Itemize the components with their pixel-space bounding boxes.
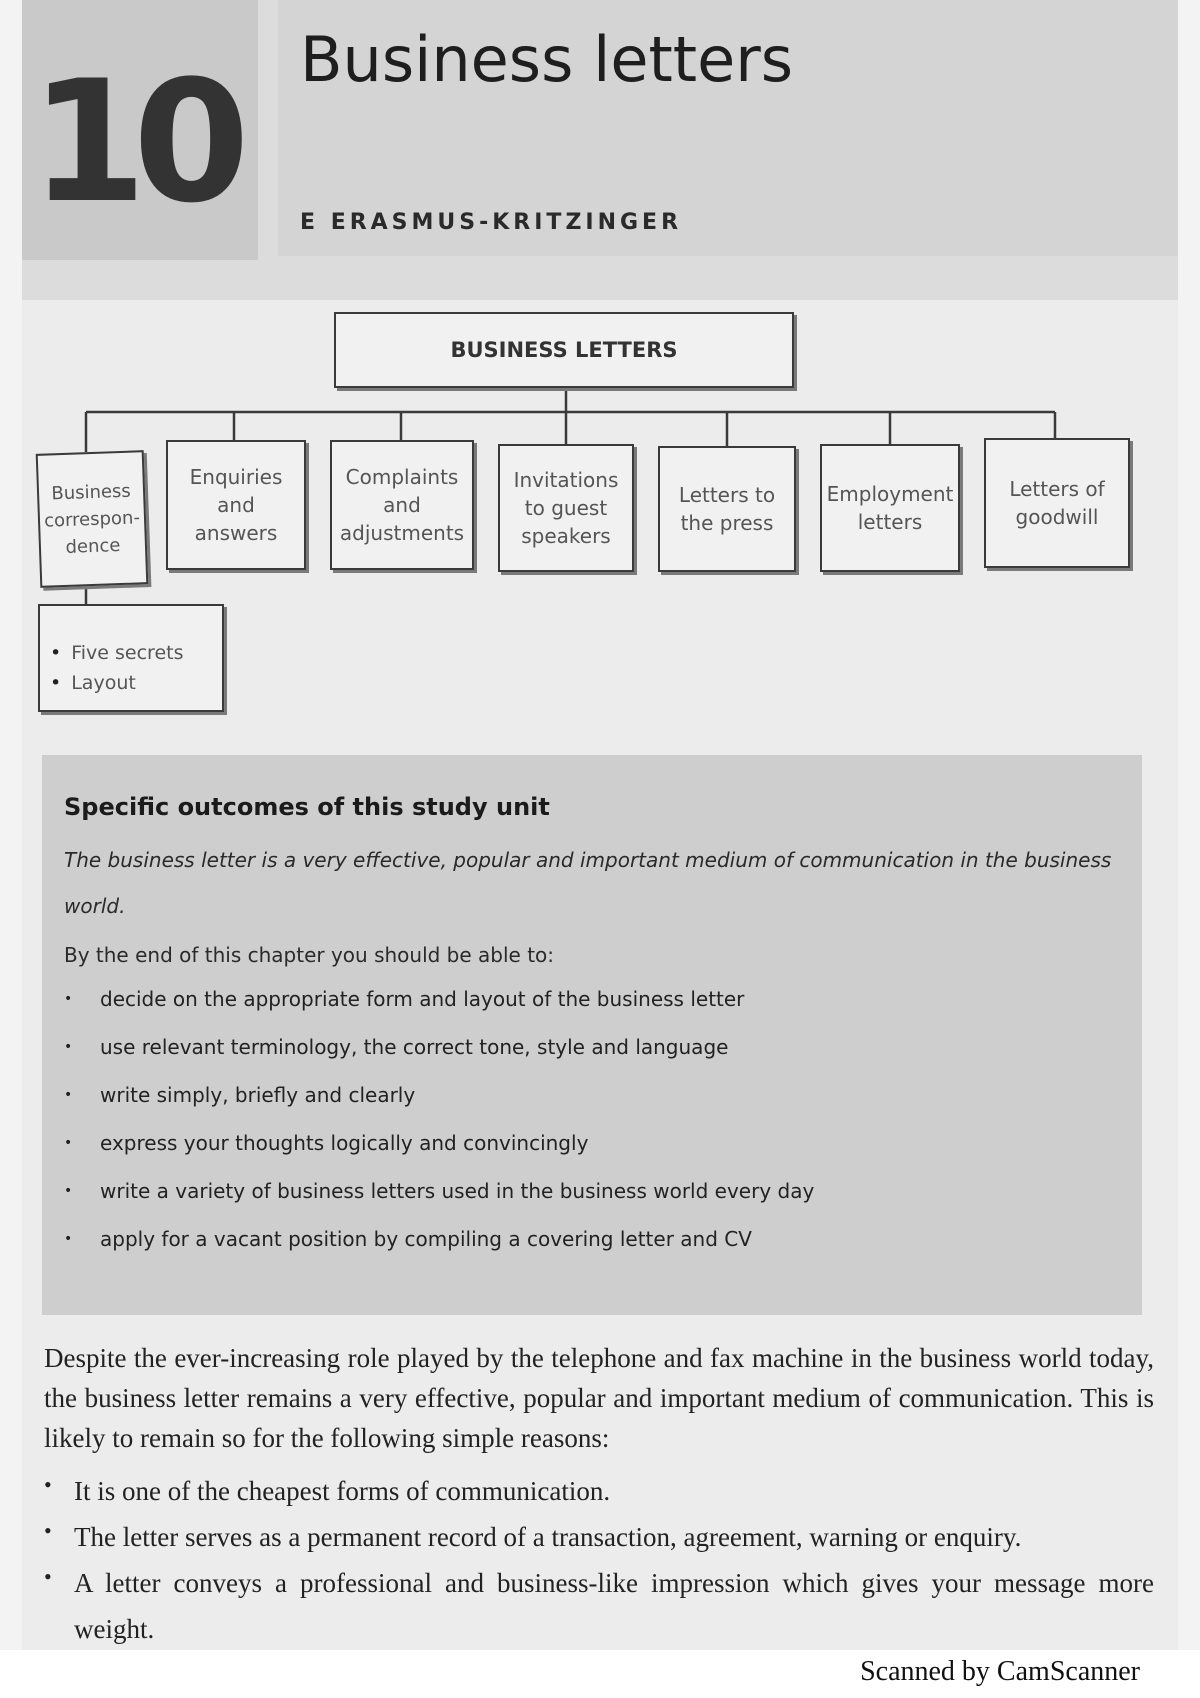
diagram-node-invitations: Invitations to guest speakers	[498, 444, 634, 572]
body-bullet: • A letter conveys a professional and business-like impression which gives your message more weight.	[44, 1560, 1154, 1652]
diagram-node-enquiries: Enquiries and answers	[166, 440, 306, 570]
sub-item-five-secrets: • Five secrets	[50, 638, 222, 668]
body-bullet: • The letter serves as a permanent record of a transaction, agreement, warning or enquiry.	[44, 1514, 1154, 1560]
diagram-node-complaints: Complaints and adjustments	[330, 440, 474, 570]
outcomes-heading: Specific outcomes of this study unit	[64, 793, 550, 821]
outcome-item: • use relevant terminology, the correct tone, style and language	[64, 1023, 1112, 1071]
diagram-node-letters-to-press: Letters to the press	[658, 446, 796, 572]
outcome-item: • write a variety of business letters used in the business world every day	[64, 1167, 1112, 1215]
scanner-watermark: Scanned by CamScanner	[860, 1656, 1140, 1687]
outcome-item: • apply for a vacant position by compiling a covering letter and CV	[64, 1215, 1112, 1263]
body-paragraph: Despite the ever-increasing role played by the telephone and fax machine in the business world today, the business letter remains a very effective, popular and important medium of communication. This is likely to remain so for the following simple reasons:	[44, 1343, 1154, 1453]
outcomes-list	[64, 975, 1112, 1263]
outcome-item: • express your thoughts logically and convincingly	[64, 1119, 1112, 1167]
chapter-number: 10	[30, 44, 236, 240]
chapter-author: E ERASMUS-KRITZINGER	[300, 210, 683, 235]
diagram-root-node: BUSINESS LETTERS	[334, 312, 794, 388]
sub-item-layout: • Layout	[50, 668, 222, 698]
diagram-sub-node	[38, 604, 224, 712]
outcomes-lead: By the end of this chapter you should be able to:	[64, 943, 555, 967]
diagram-node-goodwill: Letters of goodwill	[984, 438, 1130, 568]
body-bullet: • It is one of the cheapest forms of communication.	[44, 1468, 1154, 1514]
diagram-node-business-correspondence: Business correspon- dence	[36, 450, 149, 588]
outcome-item: • decide on the appropriate form and layout of the business letter	[64, 975, 1112, 1023]
outcome-item: • write simply, briefly and clearly	[64, 1071, 1112, 1119]
outcomes-intro: The business letter is a very effective, popular and important medium of communication in the business world.	[64, 848, 1112, 918]
diagram-node-employment: Employment letters	[820, 444, 960, 572]
outcomes-box	[42, 755, 1142, 1315]
body-bullet-list	[44, 1468, 1154, 1652]
chapter-title: Business letters	[300, 23, 794, 96]
body-text	[44, 1338, 1154, 1652]
